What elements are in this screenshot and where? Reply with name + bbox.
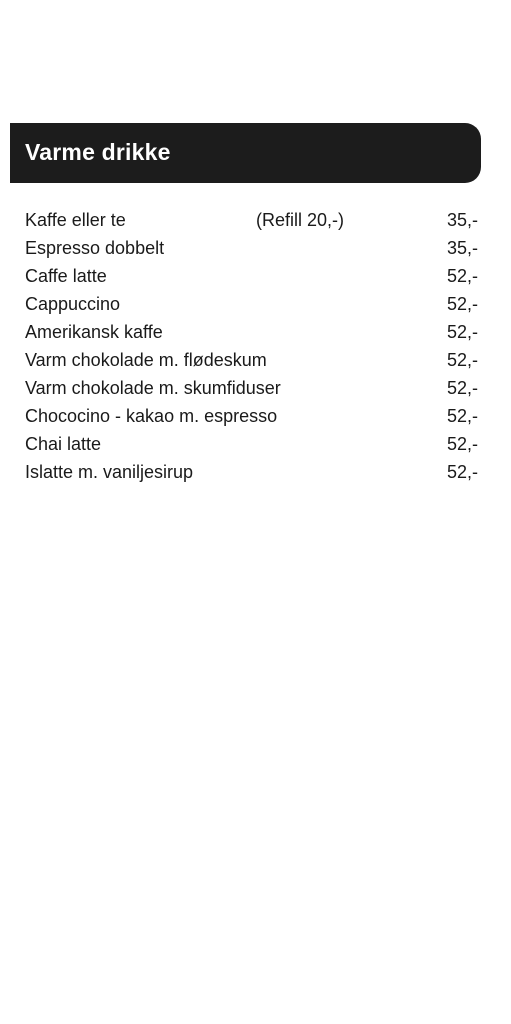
item-name: Caffe latte — [25, 266, 107, 286]
item-price: 52,- — [446, 266, 478, 286]
item-name: Varm chokolade m. flødeskum — [25, 350, 267, 370]
item-price: 35,- — [446, 238, 478, 258]
item-price: 52,- — [446, 434, 478, 454]
menu-item — [25, 262, 480, 290]
item-price: 52,- — [446, 350, 478, 370]
menu-item — [25, 374, 480, 402]
item-name: Cappuccino — [25, 294, 121, 314]
item-price: 52,- — [446, 294, 478, 314]
menu-item — [25, 430, 480, 458]
menu-item — [25, 206, 480, 234]
menu-item — [25, 458, 480, 486]
menu-item — [25, 234, 480, 262]
item-price: 52,- — [446, 462, 478, 482]
item-name: Chococino - kakao m. espresso — [25, 406, 278, 426]
item-note: (Refill 20,-) — [256, 210, 345, 230]
item-name: Islatte m. vaniljesirup — [25, 462, 194, 482]
item-name: Kaffe eller te — [25, 210, 126, 230]
item-price: 35,- — [446, 210, 478, 230]
menu-item — [25, 290, 480, 318]
menu-item — [25, 402, 480, 430]
item-name: Espresso dobbelt — [25, 238, 165, 258]
item-name: Chai latte — [25, 434, 102, 454]
item-name: Amerikansk kaffe — [25, 322, 163, 342]
item-price: 52,- — [446, 406, 478, 426]
item-price: 52,- — [446, 322, 478, 342]
item-price: 52,- — [446, 378, 478, 398]
section-header — [10, 123, 481, 183]
section-title: Varme drikke — [25, 138, 171, 165]
menu-item — [25, 318, 480, 346]
menu-item — [25, 346, 480, 374]
menu-list — [25, 206, 480, 486]
item-name: Varm chokolade m. skumfiduser — [25, 378, 281, 398]
